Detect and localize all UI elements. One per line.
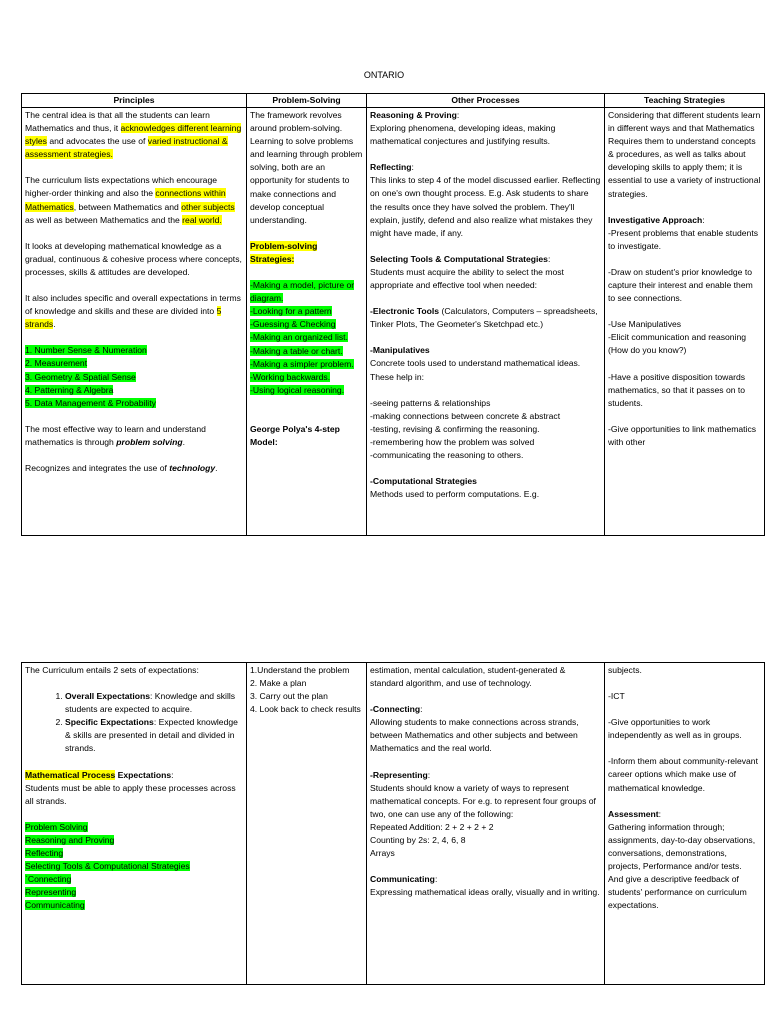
teaching-item: -Give opportunities to link mathematics with other bbox=[608, 423, 757, 447]
teaching-strategies-cell-continued bbox=[605, 663, 765, 985]
teaching-continued: subjects. bbox=[608, 665, 642, 675]
polya-step: 4. Look back to check results bbox=[250, 704, 361, 715]
other-processes-cell bbox=[367, 108, 605, 536]
representing-item: Counting by 2s: 2, 4, 6, 8 bbox=[370, 835, 466, 846]
investigative-heading: Investigative Approach: bbox=[608, 214, 705, 225]
communicating-text: Expressing mathematical ideas orally, visually and in writing. bbox=[370, 887, 600, 898]
representing-item: Repeated Addition: 2 + 2 + 2 + 2 bbox=[370, 821, 494, 832]
strategy-item: -Making a model, picture or diagram. bbox=[250, 280, 355, 304]
ict-item: -ICT bbox=[608, 691, 625, 702]
manipulatives-heading: -Manipulatives bbox=[370, 345, 430, 356]
process-item: Communicating bbox=[25, 900, 85, 911]
process-item: Problem Solving bbox=[25, 821, 88, 832]
reflecting-text: This links to step 4 of the model discussed earlier. Reflecting on one's own thought process. E.g. Ask students to share the results once they have solved the problem. They'll explain, justify, defend and also realize what mistakes they might have made, if any. bbox=[370, 175, 601, 238]
header-problem-solving: Problem-Solving bbox=[247, 94, 367, 108]
overview-table-page-1 bbox=[21, 93, 765, 536]
polya-heading: George Polya's 4-step Model: bbox=[250, 423, 340, 447]
strategy-item: -Making a table or chart. bbox=[250, 345, 343, 356]
list-item: 1. Overall Expectations: Knowledge and skills students are expected to acquire. bbox=[65, 690, 243, 716]
computational-heading: -Computational Strategies bbox=[370, 476, 477, 487]
assessment-heading: Assessment: bbox=[608, 808, 662, 819]
teaching-item: -Present problems that enable students to investigate. bbox=[608, 227, 759, 251]
strategies-heading: Problem-solving Strategies: bbox=[250, 240, 318, 264]
process-item: Selecting Tools & Computational Strategies bbox=[25, 861, 190, 872]
representing-heading: -Representing: bbox=[370, 769, 431, 780]
process-item: Representing bbox=[25, 887, 77, 898]
strategy-item: -Looking for a pattern bbox=[250, 306, 332, 317]
polya-step: 3. Carry out the plan bbox=[250, 691, 328, 702]
assessment-text: Gathering information through; assignments, day-to-day observations, conversations, demonstrations, projects, Performance and/or tests. And give a descriptive feedback of students' performance on curriculum expectations. bbox=[608, 821, 756, 911]
strand-item: 1. Number Sense & Numeration bbox=[25, 345, 147, 356]
strategy-item: -Guessing & Checking bbox=[250, 319, 336, 330]
manipulatives-item: -remembering how the problem was solved bbox=[370, 436, 535, 447]
effective-way-paragraph: The most effective way to learn and understand mathematics is through problem solving. bbox=[25, 423, 206, 447]
problem-solving-cell bbox=[247, 108, 367, 536]
strand-item: 2. Measurement bbox=[25, 358, 88, 369]
framework-paragraph: The framework revolves around problem-solving. Learning to solve problems and learning through problem solving, both are an opportunity for students to make connections and develop conceptual understanding. bbox=[250, 110, 363, 225]
reasoning-text: Exploring phenomena, developing ideas, making mathematical conjectures and justifying results. bbox=[370, 123, 556, 147]
representing-text: Students should know a variety of ways to represent mathematical concepts. For e.g. to represent four groups of two, one can use any of the following: bbox=[370, 782, 596, 819]
strand-item: 4. Patterning & Algebra bbox=[25, 384, 114, 395]
process-item: `Connecting bbox=[25, 874, 72, 885]
mathematical-process-heading: Mathematical Process Expectations: bbox=[25, 769, 174, 780]
inform-item: -Inform them about community-relevant career options which make use of mathematical knowledge. bbox=[608, 756, 758, 793]
connecting-heading: -Connecting: bbox=[370, 704, 423, 715]
strand-item: 5. Data Management & Probability bbox=[25, 397, 156, 408]
table-row bbox=[22, 663, 765, 985]
teaching-intro: Considering that different students learn in different ways and that Mathematics Requires them to understand concepts & procedures, as well as talks about developing skills to apply them; it is essential to use a variety of instructional strategies. bbox=[608, 110, 761, 199]
page-title: ONTARIO bbox=[363, 70, 405, 80]
technology-paragraph: Recognizes and integrates the use of technology. bbox=[25, 462, 218, 473]
manipulatives-item: -seeing patterns & relationships bbox=[370, 397, 491, 408]
reflecting-heading: Reflecting: bbox=[370, 162, 414, 173]
selecting-heading: Selecting Tools & Computational Strategies: bbox=[370, 253, 551, 264]
electronic-tools-paragraph: -Electronic Tools (Calculators, Computers – spreadsheets, Tinker Plots, The Geometer's Sketchpad etc.) bbox=[370, 306, 598, 330]
polya-step: 2. Make a plan bbox=[250, 678, 307, 689]
other-processes-cell-continued bbox=[367, 663, 605, 985]
expectations-paragraph: It also includes specific and overall expectations in terms of knowledge and skills and these are divided into 5 strands. bbox=[25, 293, 241, 330]
manipulatives-item: -making connections between concrete & abstract bbox=[370, 410, 561, 421]
strategy-item: -Making a simpler problem. bbox=[250, 358, 354, 369]
list-item: 2. Specific Expectations: Expected knowledge & skills are presented in detail and divided in strands. bbox=[65, 716, 243, 755]
teaching-strategies-cell bbox=[605, 108, 765, 536]
computational-text: Methods used to perform computations. E.g. bbox=[370, 489, 540, 500]
mathematical-process-text: Students must be able to apply these processes across all strands. bbox=[25, 782, 236, 806]
communicating-heading: Communicating: bbox=[370, 874, 438, 885]
overview-table-page-2 bbox=[21, 662, 765, 985]
computational-continued: estimation, mental calculation, student-generated & standard algorithm, and use of technology. bbox=[370, 665, 566, 689]
polya-step: 1.Understand the problem bbox=[250, 665, 350, 675]
header-teaching-strategies: Teaching Strategies bbox=[605, 94, 765, 108]
looks-paragraph: It looks at developing mathematical knowledge as a gradual, continuous & cohesive process where concepts, processes, skills & attitudes are developed. bbox=[25, 240, 242, 277]
manipulatives-item: -communicating the reasoning to others. bbox=[370, 449, 524, 460]
header-principles: Principles bbox=[22, 94, 247, 108]
curriculum-expectations-intro: The Curriculum entails 2 sets of expectations: bbox=[25, 665, 199, 675]
problem-solving-cell-continued bbox=[247, 663, 367, 985]
manipulatives-item: -testing, revising & confirming the reasoning. bbox=[370, 423, 540, 434]
strand-item: 3. Geometry & Spatial Sense bbox=[25, 371, 136, 382]
representing-item: Arrays bbox=[370, 848, 395, 859]
table-header-row bbox=[22, 94, 765, 108]
central-idea-paragraph: The central idea is that all the students can learn Mathematics and thus, it acknowledges different learning styles and advocates the use of varied instructional & assessment strategies. bbox=[25, 110, 242, 160]
expectations-list bbox=[25, 690, 243, 755]
principles-cell-continued bbox=[22, 663, 247, 985]
process-item: Reasoning and Proving bbox=[25, 834, 115, 845]
selecting-text: Students must acquire the ability to select the most appropriate and effective tool when needed: bbox=[370, 266, 564, 291]
teaching-item: -Have a positive disposition towards mathematics, so that it passes on to students. bbox=[608, 371, 746, 408]
work-item: -Give opportunities to work independently as well as in groups. bbox=[608, 717, 742, 741]
table-row bbox=[22, 108, 765, 536]
strategy-item: -Working backwards. bbox=[250, 371, 331, 382]
manipulatives-text: Concrete tools used to understand mathematical ideas. These help in: bbox=[370, 358, 581, 382]
teaching-item: -Use Manipulatives -Elicit communication and reasoning (How do you know?) bbox=[608, 319, 747, 356]
reasoning-heading: Reasoning & Proving: bbox=[370, 110, 460, 120]
strategy-item: -Using logical reasoning. bbox=[250, 384, 345, 395]
teaching-item: -Draw on student's prior knowledge to capture their interest and enable them to see connections. bbox=[608, 266, 753, 304]
strategy-item: -Making an organized list. bbox=[250, 332, 348, 343]
process-item: Reflecting bbox=[25, 848, 64, 859]
header-other-processes: Other Processes bbox=[367, 94, 605, 108]
principles-cell bbox=[22, 108, 247, 536]
connecting-text: Allowing students to make connections across strands, between Mathematics and other subjects and between Mathematics and the real world. bbox=[370, 717, 579, 754]
curriculum-paragraph: The curriculum lists expectations which encourage higher-order thinking and also the connections within Mathematics, between Mathematics and other subjects as well as between Mathematics and the real world. bbox=[25, 175, 235, 225]
